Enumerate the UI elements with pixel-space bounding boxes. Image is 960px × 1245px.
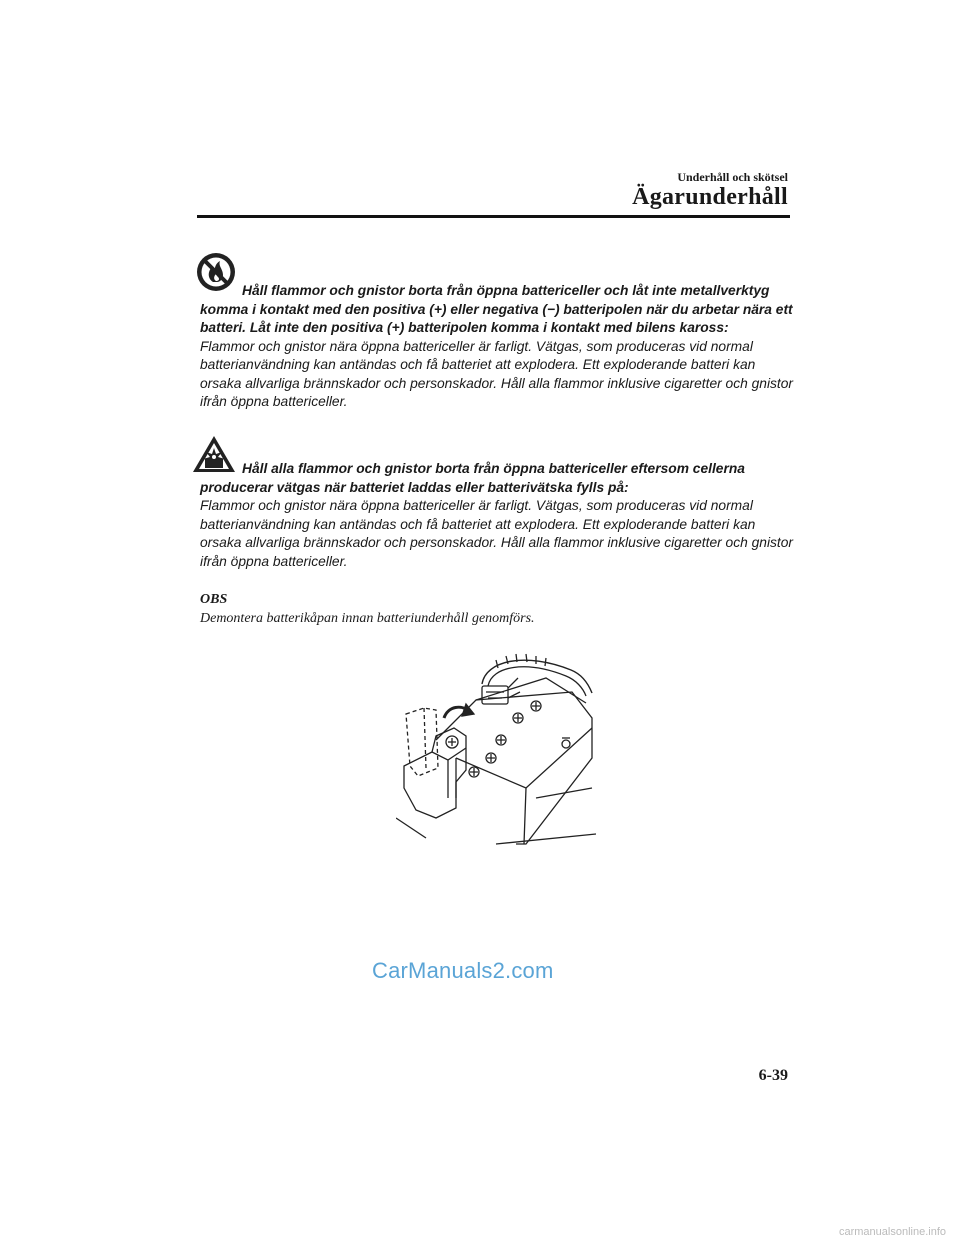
- note-title: OBS: [200, 592, 228, 607]
- warning-explosion: [200, 460, 795, 571]
- page-number: 6-39: [758, 1067, 788, 1084]
- warning-heading: Håll alla flammor och gnistor borta från öppna battericeller eftersom cellerna producerar vätgas när batteriet laddas eller batterivätska fylls på:: [200, 461, 745, 495]
- warning-body: Flammor och gnistor nära öppna battericeller är farligt. Vätgas, som produceras vid normal batterianvändning kan antändas och få batteriet att explodera. Ett exploderande batteri kan orsaka allvarliga brännskador och personskador. Håll alla flammor inklusive cigaretter och gnistor ifrån öppna battericeller.: [200, 338, 794, 409]
- watermark-logo: CarManuals2.com: [372, 958, 554, 983]
- note-text: Demontera batterikåpan innan batteriunderhåll genomförs.: [200, 611, 535, 626]
- section-title: Ägarunderhåll: [632, 184, 788, 210]
- warning-no-flames: [200, 282, 795, 412]
- battery-cover-removal-illustration: [396, 648, 596, 848]
- warning-body: Flammor och gnistor nära öppna battericeller är farligt. Vätgas, som produceras vid normal batterianvändning kan antändas och få batteriet att explodera. Ett exploderande batteri kan orsaka allvarliga brännskador och personskador. Håll alla flammor inklusive cigaretter och gnistor ifrån öppna battericeller.: [200, 498, 794, 569]
- warning-heading: Håll flammor och gnistor borta från öppna battericeller och låt inte metallverktyg komma i kontakt med den positiva (+) eller negativa (−) batteripolen när du arbetar nära ett batteri. Låt inte den positiva (+) batteripolen komma i kontakt med bilens kaross:: [200, 283, 793, 335]
- header-divider: [197, 215, 790, 218]
- chapter-title: Underhåll och skötsel: [677, 170, 788, 184]
- footer-watermark: carmanualsonline.info: [838, 1226, 946, 1238]
